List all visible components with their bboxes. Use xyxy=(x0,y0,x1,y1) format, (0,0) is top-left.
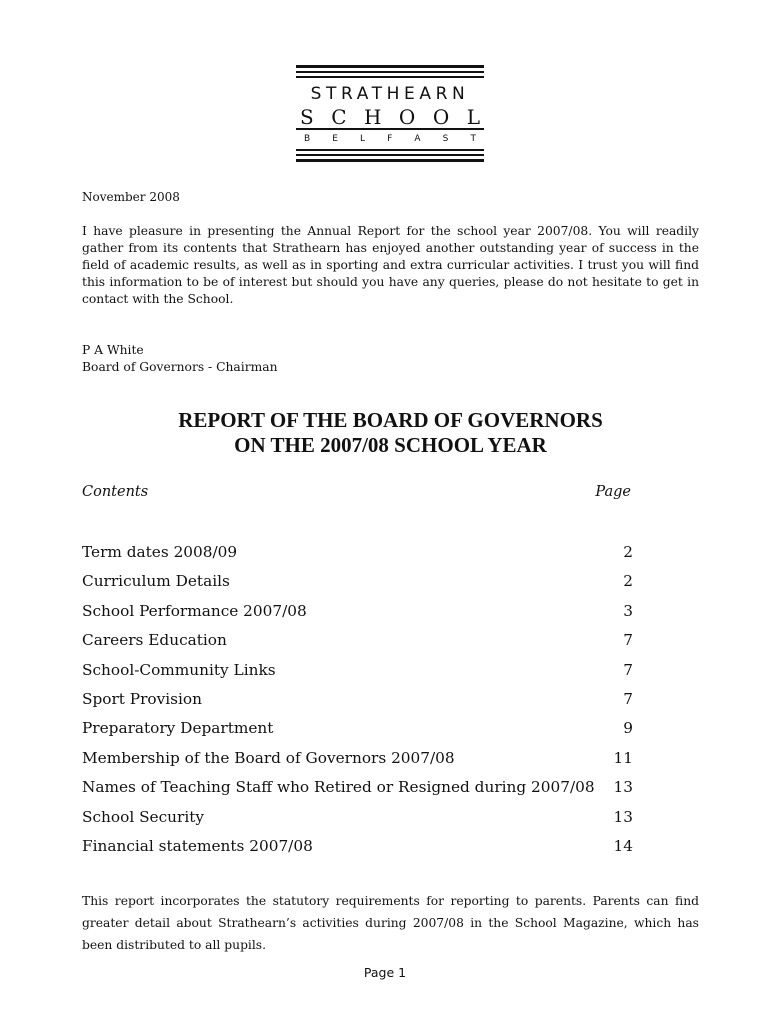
logo-letter: A xyxy=(414,134,421,144)
toc-page: 13 xyxy=(613,807,633,826)
toc-label: Financial statements 2007/08 xyxy=(82,836,313,855)
toc-entry xyxy=(82,688,633,717)
logo-rule xyxy=(296,71,484,73)
page-number: Page 1 xyxy=(363,965,407,980)
toc-entry xyxy=(82,541,633,570)
intro-paragraph: I have pleasure in presenting the Annual Report for the school year 2007/08. You will readily gather from its contents that Strathearn has enjoyed another outstanding year of success in the field of academic results, as well as in sporting and extra curricular activities. I trust you will find this information to be of interest but should you have any queries, please do not hesitate to get in contact with the School. xyxy=(82,224,699,306)
toc-page: 13 xyxy=(613,778,633,797)
logo-name: STRATHEARN xyxy=(310,84,470,104)
toc-page: 14 xyxy=(613,836,633,855)
toc-label: Preparatory Department xyxy=(82,719,274,738)
toc-entry xyxy=(82,600,633,629)
logo-letter: O xyxy=(398,105,416,129)
signature-block xyxy=(82,342,278,375)
toc-label: Careers Education xyxy=(82,631,227,650)
toc-label: School-Community Links xyxy=(82,660,276,679)
logo-city-word xyxy=(296,133,484,145)
contents-heading: Contents xyxy=(82,484,149,500)
page-heading: Page xyxy=(595,484,631,500)
logo-letter: S xyxy=(442,134,449,144)
toc-entry xyxy=(82,776,633,805)
logo-letter: F xyxy=(387,134,393,144)
title-line-1: REPORT OF THE BOARD OF GOVERNORS xyxy=(178,408,603,432)
toc-page: 2 xyxy=(623,543,633,561)
letter-date: November 2008 xyxy=(82,190,180,204)
toc-page: 9 xyxy=(623,719,633,738)
logo-rule xyxy=(296,76,484,78)
toc-page: 7 xyxy=(623,689,633,708)
logo-rule xyxy=(296,149,484,151)
logo-rule xyxy=(296,65,484,68)
footer-note: This report incorporates the statutory requirements for reporting to parents. Parents can find greater detail about Strathearn’s activities during 2007/08 in the School Magazine, which has been distributed to all pupils. xyxy=(82,894,699,952)
toc-entry xyxy=(82,629,633,658)
logo-letter: T xyxy=(470,134,476,144)
toc-page: 11 xyxy=(613,748,633,767)
toc-entry xyxy=(82,570,633,599)
toc-page: 2 xyxy=(623,572,633,591)
logo-letter: E xyxy=(332,134,338,144)
toc-entry xyxy=(82,806,633,835)
toc-label: Membership of the Board of Governors 2007/08 xyxy=(82,748,455,767)
toc-entry xyxy=(82,835,633,864)
toc-label: School Security xyxy=(82,807,205,826)
logo-letter: S xyxy=(300,105,314,129)
logo-rule xyxy=(296,159,484,162)
toc-label: Names of Teaching Staff who Retired or Resigned during 2007/08 xyxy=(82,778,595,797)
contents-header xyxy=(82,484,631,500)
toc-entry xyxy=(82,717,633,746)
title-line-2: ON THE 2007/08 SCHOOL YEAR xyxy=(234,433,547,457)
table-of-contents xyxy=(82,541,633,864)
logo-letter: O xyxy=(432,105,450,129)
signer-name: P A White xyxy=(82,343,144,357)
report-title xyxy=(82,408,699,458)
logo-letter: L xyxy=(466,105,480,129)
logo-rule xyxy=(296,154,484,156)
toc-entry xyxy=(82,659,633,688)
logo-letter: B xyxy=(304,134,311,144)
toc-page: 7 xyxy=(623,631,633,650)
toc-label: Term dates 2008/09 xyxy=(82,543,238,561)
logo-letter: H xyxy=(363,105,382,129)
logo-school-word xyxy=(296,106,484,130)
signer-role: Board of Governors - Chairman xyxy=(82,359,278,374)
school-logo xyxy=(296,65,484,165)
toc-label: Sport Provision xyxy=(82,689,202,708)
toc-label: School Performance 2007/08 xyxy=(82,601,307,620)
toc-page: 7 xyxy=(623,660,633,679)
logo-letter: C xyxy=(331,105,347,129)
toc-label: Curriculum Details xyxy=(82,572,230,591)
toc-entry xyxy=(82,747,633,776)
logo-letter: L xyxy=(360,134,366,144)
toc-page: 3 xyxy=(623,601,633,620)
